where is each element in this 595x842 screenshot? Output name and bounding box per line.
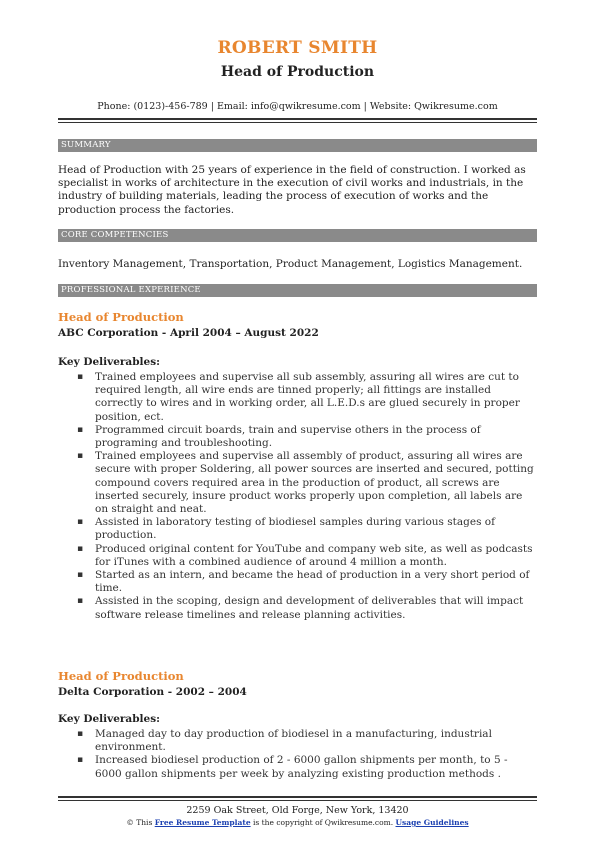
footer-rule-top <box>58 796 537 798</box>
bullet-icon: ▪ <box>77 424 84 435</box>
copyright-middle: is the copyright of Qwikresume.com. <box>253 818 394 827</box>
bullet-icon: ▪ <box>77 596 84 607</box>
list-item: ▪ Managed day to day production of biodiesel in a manufacturing, industrial environment. <box>77 728 492 754</box>
list-item: ▪ Assisted in laboratory testing of biodiesel samples during various stages of production. <box>77 516 496 542</box>
job-1-company: ABC Corporation - April 2004 – August 2022 <box>58 327 319 339</box>
job-1-bullet-list <box>58 371 537 622</box>
bullet-icon: ▪ <box>77 543 84 554</box>
header-rule-top <box>58 118 537 120</box>
competencies-text: Inventory Management, Transportation, Product Management, Logistics Management. <box>58 258 523 270</box>
job-2-role: Head of Production <box>58 669 184 683</box>
free-resume-template-link[interactable]: Free Resume Template <box>154 818 251 827</box>
job-2-deliverables-label: Key Deliverables: <box>58 713 161 725</box>
list-item: ▪ Assisted in the scoping, design and development of deliverables that will impact software release timelines and release planning activities. <box>77 595 524 621</box>
usage-guidelines-link[interactable]: Usage Guidelines <box>395 818 469 827</box>
bullet-icon: ▪ <box>77 451 84 462</box>
footer-rule-bottom <box>58 800 537 801</box>
contact-line: Phone: (0123)-456-789 | Email: info@qwikresume.com | Website: Qwikresume.com <box>97 101 498 112</box>
header-rule-bottom <box>58 122 537 123</box>
footer-copyright <box>0 818 595 827</box>
copyright-prefix: © This <box>126 818 153 827</box>
bullet-icon: ▪ <box>77 755 84 766</box>
list-item: ▪ Increased biodiesel production of 2 - 6000 gallon shipments per month, to 5 - 6000 gallon shipments per week by analyzing existing production methods . <box>77 754 508 780</box>
list-item: ▪ Trained employees and supervise all sub assembly, assuring all wires are cut to required length, all wire ends are tinned properly; all fittings are installed correctly to wires and in working order, all L.E.D.s are glued securely in proper position, ect. <box>77 371 520 423</box>
job-2-bullet-list <box>58 728 537 781</box>
job-2-company: Delta Corporation - 2002 – 2004 <box>58 686 247 698</box>
candidate-name: ROBERT SMITH <box>217 38 378 58</box>
list-item: ▪ Trained employees and supervise all assembly of product, assuring all wires are secure with proper Soldering, all power sources are inserted and secured, potting compound covers required area in the production of product, all screws are inserted securely, insure product works properly upon completion, all labels are on straight and neat. <box>77 450 534 516</box>
bullet-icon: ▪ <box>77 570 84 581</box>
list-item: ▪ Started as an intern, and became the head of production in a very short period of time. <box>77 569 530 595</box>
job-1-role: Head of Production <box>58 310 184 324</box>
competencies-heading: CORE COMPETENCIES <box>58 229 537 242</box>
job-title: Head of Production <box>220 64 375 80</box>
summary-text: Head of Production with 25 years of experience in the field of construction. I worked as specialist in works of architecture in the execution of civil works and industrials, in the industry of building materials, leading the process of execution of works and the production process the factories. <box>58 164 526 216</box>
job-1-deliverables-label: Key Deliverables: <box>58 356 161 368</box>
bullet-icon: ▪ <box>77 372 84 382</box>
bullet-icon: ▪ <box>77 517 84 528</box>
summary-heading: SUMMARY <box>58 139 537 152</box>
footer-address: 2259 Oak Street, Old Forge, New York, 13420 <box>186 805 409 816</box>
list-item: ▪ Produced original content for YouTube and company web site, as well as podcasts for iTunes with a combined audience of around 4 million a month. <box>77 542 533 568</box>
list-item: ▪ Programmed circuit boards, train and supervise others in the process of programing and troubleshooting. <box>77 423 481 450</box>
bullet-icon: ▪ <box>77 729 84 739</box>
experience-heading: PROFESSIONAL EXPERIENCE <box>58 284 537 297</box>
